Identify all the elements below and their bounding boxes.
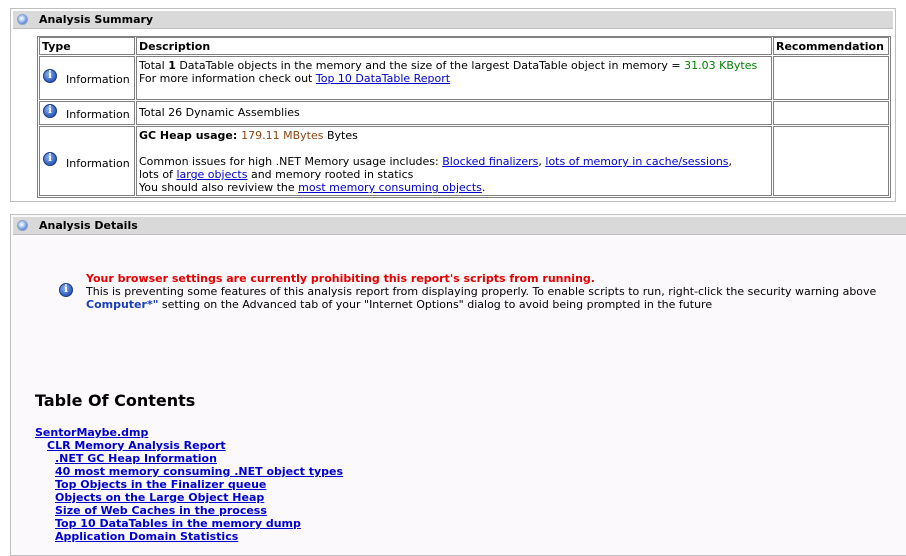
type-label: Information [66, 157, 130, 170]
type-label: Information [66, 73, 130, 86]
analysis-summary-title: Analysis Summary [39, 13, 154, 26]
summary-table [37, 36, 891, 198]
desc-text: , [728, 155, 733, 168]
recommendation-cell [773, 101, 889, 125]
script-warning-text: This is preventing some features of this analysis report from displaying properly. To enable scripts to run, right-click the security warning above [86, 285, 877, 298]
desc-text: For more information check out [139, 72, 316, 85]
panel-bullet-icon[interactable] [17, 220, 28, 231]
table-row [38, 126, 890, 196]
toc-link-gc-heap[interactable]: .NET GC Heap Information [55, 452, 217, 465]
description-cell [136, 101, 772, 125]
analysis-summary-header[interactable] [13, 11, 893, 29]
type-cell [39, 56, 135, 100]
description-cell [136, 56, 772, 100]
recommendation-cell [773, 56, 889, 100]
column-header-type: Type [39, 37, 135, 55]
script-warning-title: Your browser settings are currently prohibiting this report's scripts from running. [86, 272, 595, 285]
info-icon: i [59, 283, 73, 297]
dynamic-assemblies-text: Total 26 Dynamic Assemblies [139, 106, 300, 119]
toc-link-top10-datatables[interactable]: Top 10 DataTables in the memory dump [55, 517, 301, 530]
panel-bullet-icon[interactable] [17, 14, 28, 25]
table-row [38, 56, 890, 100]
toc-link-app-domain-stats[interactable]: Application Domain Statistics [55, 530, 239, 543]
top10-datatable-report-link[interactable]: Top 10 DataTable Report [315, 72, 451, 85]
gc-heap-value: 179.11 MBytes [241, 129, 324, 142]
computer-setting-label: Computer*" [86, 298, 159, 311]
description-cell [136, 126, 772, 196]
analysis-details-panel [10, 214, 906, 556]
most-memory-consuming-objects-link[interactable]: most memory consuming objects [298, 181, 482, 194]
gc-heap-label: GC Heap usage: [139, 129, 242, 142]
desc-text: lots of [139, 168, 177, 181]
desc-text: Common issues for high .NET Memory usage includes: [139, 155, 443, 168]
desc-text: You should also reviview the [139, 181, 299, 194]
desc-text: , [538, 155, 546, 168]
type-cell [39, 126, 135, 196]
column-header-description: Description [136, 37, 772, 55]
toc-link-large-object-heap[interactable]: Objects on the Large Object Heap [55, 491, 265, 504]
blocked-finalizers-link[interactable]: Blocked finalizers [442, 155, 539, 168]
datatable-size-value: 31.03 KBytes [684, 59, 758, 72]
memory-cache-sessions-link[interactable]: lots of memory in cache/sessions [545, 155, 729, 168]
datatable-count: 1 [168, 59, 176, 72]
toc-link-web-caches[interactable]: Size of Web Caches in the process [55, 504, 267, 517]
toc-link-clr-report[interactable]: CLR Memory Analysis Report [47, 439, 226, 452]
large-objects-link[interactable]: large objects [176, 168, 248, 181]
desc-text: DataTable objects in the memory and the size of the largest DataTable object in memory = [175, 59, 685, 72]
column-header-recommendation: Recommendation [773, 37, 889, 55]
desc-text: and memory rooted in statics [247, 168, 414, 181]
type-label: Information [66, 108, 130, 121]
toc-link-memory-consuming-types[interactable]: 40 most memory consuming .NET object types [55, 465, 344, 478]
toc-link-finalizer-queue[interactable]: Top Objects in the Finalizer queue [55, 478, 267, 491]
recommendation-cell [773, 126, 889, 196]
desc-text: Total [139, 59, 169, 72]
info-icon: i [43, 69, 57, 83]
desc-text: Bytes [323, 129, 358, 142]
script-warning [86, 272, 906, 311]
info-icon: i [43, 152, 57, 166]
analysis-details-title: Analysis Details [39, 219, 138, 232]
table-header-row [38, 37, 890, 55]
toc-title: Table Of Contents [35, 391, 196, 410]
analysis-details-header[interactable] [13, 217, 906, 235]
info-icon: i [43, 104, 57, 118]
desc-text: . [481, 181, 486, 194]
type-cell [39, 101, 135, 125]
toc-link-dump[interactable]: SentorMaybe.dmp [35, 426, 149, 439]
table-row [38, 101, 890, 125]
table-of-contents [35, 426, 343, 543]
script-warning-text: setting on the Advanced tab of your "Internet Options" dialog to avoid being prompted in the future [158, 298, 713, 311]
analysis-summary-panel [10, 8, 896, 202]
